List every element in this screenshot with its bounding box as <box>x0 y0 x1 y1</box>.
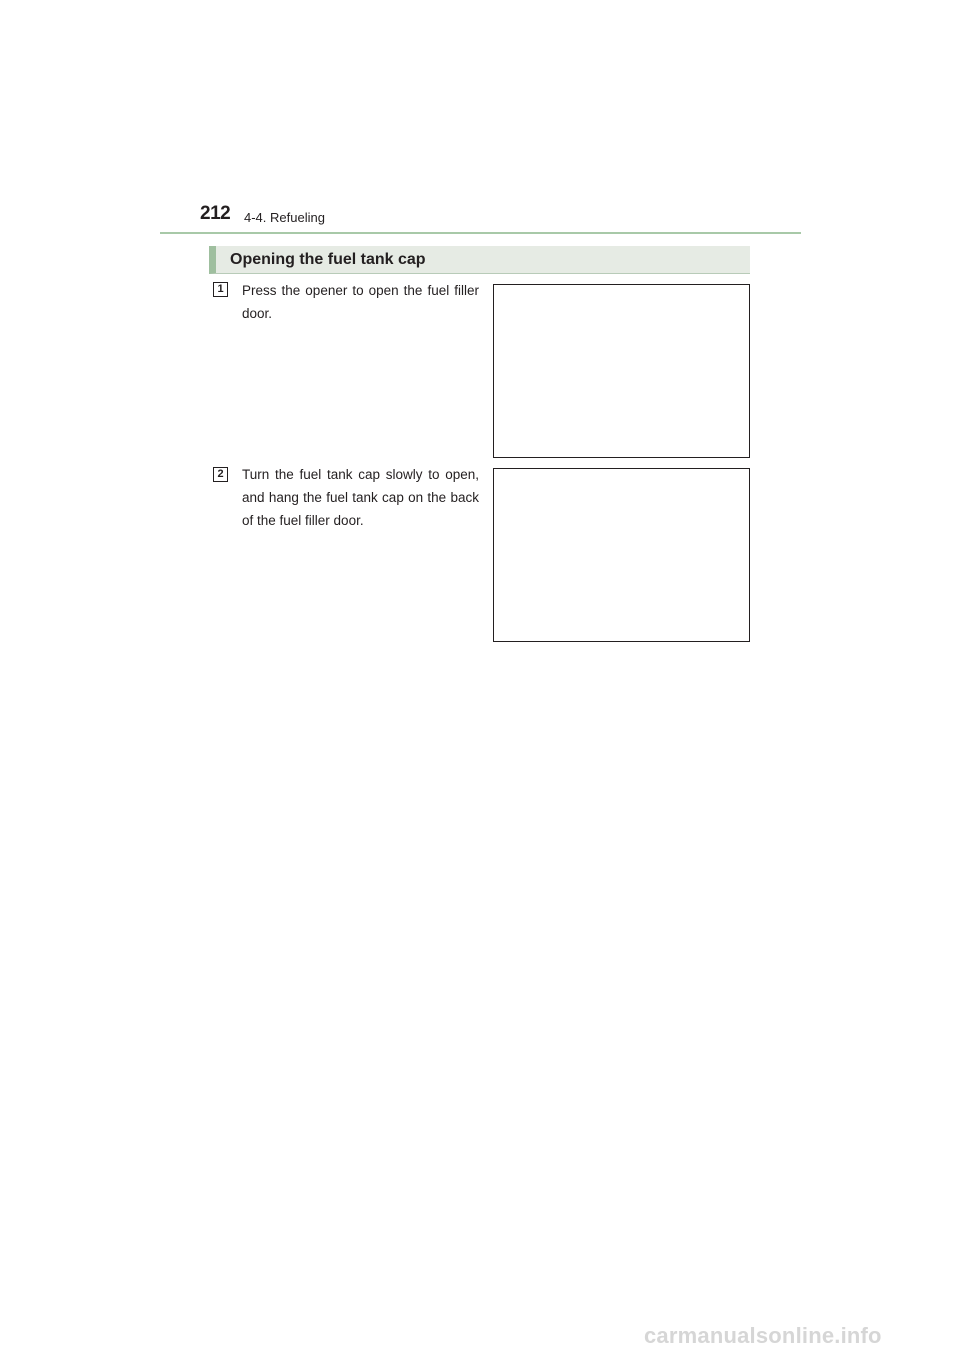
step-1-number: 1 <box>213 282 228 297</box>
step-1-text: Press the opener to open the fuel filler door. <box>242 283 479 321</box>
watermark: carmanualsonline.info <box>644 1323 882 1348</box>
chapter-title: 4-4. Refueling <box>244 210 325 225</box>
step-2-number: 2 <box>213 467 228 482</box>
section-title: Opening the fuel tank cap <box>230 251 426 268</box>
section-heading <box>209 246 750 274</box>
page-number: 212 <box>200 203 231 224</box>
step-2-text: Turn the fuel tank cap slowly to open, and hang the fuel tank cap on the back of the fuel filler door. <box>242 467 479 528</box>
step-2-illustration <box>493 468 750 642</box>
step-1-illustration <box>493 284 750 458</box>
header-divider <box>160 232 801 234</box>
